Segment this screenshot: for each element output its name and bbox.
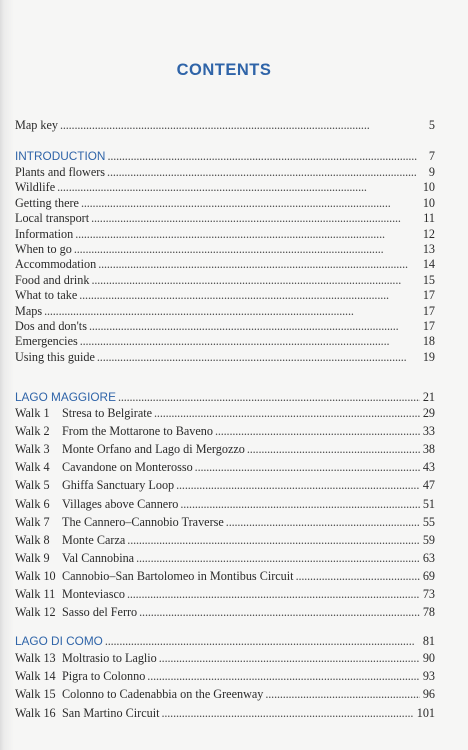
dot-leader: [105, 633, 420, 650]
walk-number: Walk 10: [15, 568, 56, 583]
toc-walk-entry: [15, 604, 435, 621]
entry-label: Moltrasio to Laglio: [62, 651, 157, 665]
page-number: 19: [422, 349, 435, 364]
dot-leader: [247, 441, 420, 458]
page-number: 101: [416, 705, 435, 720]
page-number: 21: [422, 390, 435, 404]
section-heading-lago-maggiore: [15, 389, 435, 406]
page-number: 73: [422, 587, 435, 601]
page-number: 93: [422, 669, 435, 684]
dot-leader: [97, 349, 420, 366]
dot-leader: [226, 514, 420, 531]
page-number: 81: [422, 634, 435, 648]
entry-label: Monte Orfano and Lago di Mergozzo: [62, 442, 245, 457]
dot-leader: [127, 532, 420, 549]
dot-leader: [139, 604, 420, 621]
page-number: 55: [422, 514, 435, 529]
entry-label: Monteviasco: [62, 587, 125, 601]
dot-leader: [147, 668, 420, 685]
entry-label: What to take: [15, 288, 78, 303]
walk-number: Walk 7: [15, 514, 50, 529]
entry-label: Cavandone on Monterosso: [62, 460, 193, 475]
dot-leader: [154, 405, 420, 422]
section-heading-introduction: [15, 148, 435, 165]
page-number: 11: [423, 211, 435, 226]
toc-walk-entry: [15, 405, 435, 422]
entry-label: Map key: [15, 118, 58, 132]
dot-leader: [296, 568, 420, 585]
toc-entry: [15, 349, 435, 366]
entry-label: Using this guide: [15, 349, 95, 364]
walk-number: Walk 4: [15, 460, 50, 475]
entry-label: San Martino Circuit: [62, 705, 160, 720]
dot-leader: [136, 550, 420, 567]
entry-label: Plants and flowers: [15, 165, 106, 179]
entry-label: Accommodation: [15, 257, 97, 272]
toc-walk-entry: [15, 441, 435, 458]
entry-label: INTRODUCTION: [15, 149, 106, 163]
page-number: 17: [422, 288, 435, 303]
entry-label: Cannobio–San Bartolomeo in Montibus Circuit: [62, 568, 294, 583]
page-number: 10: [422, 180, 435, 195]
entry-label: LAGO MAGGIORE: [15, 390, 116, 404]
entry-label: LAGO DI COMO: [15, 634, 103, 648]
page-number: 63: [422, 550, 435, 565]
walk-number: Walk 16: [15, 705, 56, 720]
entry-label: Monte Carza: [62, 532, 126, 547]
toc-walk-entry: [15, 650, 435, 667]
page-number: 47: [422, 478, 435, 493]
section-heading-lago-di-como: [15, 633, 435, 650]
page-number: 69: [422, 568, 435, 583]
entry-label: Villages above Cannero: [62, 496, 179, 511]
dot-leader: [265, 686, 419, 703]
entry-label: Pigra to Colonno: [62, 669, 146, 684]
entry-label: From the Mottarone to Baveno: [62, 424, 213, 439]
walk-number: Walk 11: [15, 587, 56, 601]
walk-number: Walk 6: [15, 496, 50, 511]
toc-walk-entry: [15, 668, 435, 685]
entry-label: Sasso del Ferro: [62, 605, 138, 620]
dot-leader: [180, 496, 419, 513]
entry-label: Information: [15, 226, 74, 241]
entry-label: Getting there: [15, 195, 79, 210]
page-number: 10: [422, 195, 435, 210]
entry-label: Wildlife: [15, 180, 56, 195]
toc-walk-entry: [15, 550, 435, 567]
page-number: 12: [422, 226, 435, 241]
page-title: CONTENTS: [176, 61, 272, 79]
walk-number: Walk 12: [15, 605, 56, 620]
entry-label: Dos and don'ts: [15, 319, 87, 333]
page-number: 7: [428, 149, 435, 163]
page-number: 51: [422, 496, 435, 511]
walk-number: Walk 15: [15, 687, 56, 702]
page-number: 13: [422, 242, 435, 256]
toc-walk-entry: [15, 477, 435, 494]
page-number: 9: [428, 165, 435, 179]
page-number: 43: [422, 460, 435, 475]
toc-walk-entry: [15, 586, 435, 603]
page-number: 17: [422, 303, 435, 318]
toc-walk-entry: [15, 686, 435, 703]
toc-walk-entry: [15, 705, 435, 722]
dot-leader: [107, 148, 425, 165]
page-number: 29: [422, 406, 435, 420]
dot-leader: [176, 477, 420, 494]
page-number: 17: [422, 319, 435, 333]
walk-number: Walk 2: [15, 424, 50, 439]
walk-number: Walk 13: [15, 651, 56, 665]
entry-label: Ghiffa Sanctuary Loop: [62, 478, 175, 493]
entry-label: Maps: [15, 303, 43, 318]
entry-label: When to go: [15, 242, 72, 256]
toc-walk-entry: [15, 423, 435, 440]
page-number: 18: [422, 334, 435, 349]
dot-leader: [195, 459, 420, 476]
walk-number: Walk 1: [15, 406, 50, 420]
toc-walk-entry: [15, 568, 435, 585]
walk-number: Walk 8: [15, 532, 50, 547]
dot-leader: [60, 117, 426, 134]
walk-number: Walk 14: [15, 669, 56, 684]
dot-leader: [215, 423, 420, 440]
toc-walk-entry: [15, 514, 435, 531]
dot-leader: [118, 389, 420, 406]
walk-number: Walk 9: [15, 550, 50, 565]
page-number: 96: [422, 687, 435, 702]
entry-label: Val Cannobina: [62, 550, 135, 565]
entry-label: Food and drink: [15, 272, 90, 287]
walk-number: Walk 3: [15, 442, 50, 457]
walk-number: Walk 5: [15, 478, 50, 493]
page-number: 90: [422, 651, 435, 665]
entry-label: Emergencies: [15, 334, 78, 349]
page-number: 5: [428, 118, 435, 132]
dot-leader: [162, 705, 414, 722]
page-number: 38: [422, 442, 435, 457]
page-number: 15: [422, 272, 435, 287]
toc-entry-map-key: [15, 117, 435, 134]
page-number: 59: [422, 532, 435, 547]
entry-label: Local transport: [15, 211, 90, 226]
page-number: 78: [422, 605, 435, 620]
toc-walk-entry: [15, 496, 435, 513]
toc-walk-entry: [15, 532, 435, 549]
entry-label: Stresa to Belgirate: [62, 406, 153, 420]
page-number: 14: [422, 257, 435, 272]
entry-label: Colonno to Cadenabbia on the Greenway: [62, 687, 264, 702]
page-number: 33: [422, 424, 435, 439]
dot-leader: [159, 650, 420, 667]
entry-label: The Cannero–Cannobio Traverse: [62, 514, 224, 529]
toc-walk-entry: [15, 459, 435, 476]
dot-leader: [127, 586, 420, 603]
